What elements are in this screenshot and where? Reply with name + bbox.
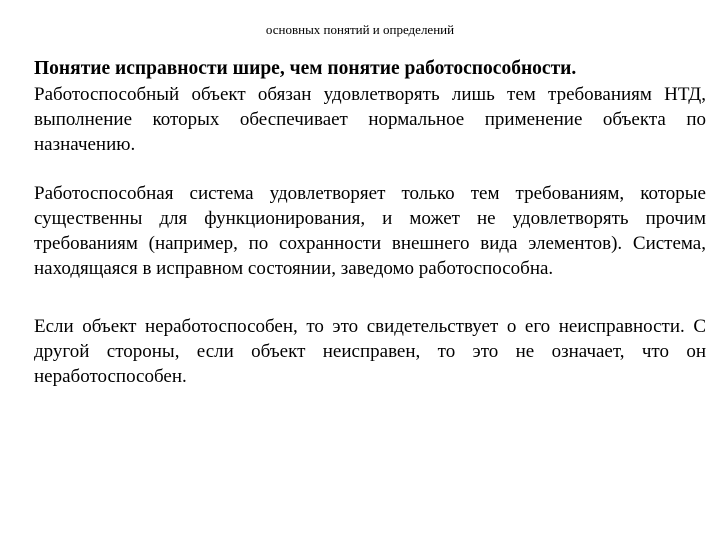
slide-content xyxy=(34,56,706,389)
slide-heading: Понятие исправности шире, чем понятие работоспособности. xyxy=(34,58,577,79)
paragraph-inoperable-object: Если объект неработоспособен, то это свидетельствует о его неисправности. С другой стороны, если объект неисправен, то это не означает, что он неработоспособен. xyxy=(34,316,706,387)
slide-subtitle: основных понятий и определений xyxy=(265,22,455,37)
paragraph-operable-object: Работоспособный объект обязан удовлетворять лишь тем требованиям НТД, выполнение которых обеспечивает нормальное применение объекта по назначению. xyxy=(34,84,706,155)
paragraph-operable-system: Работоспособная система удовлетворяет только тем требованиям, которые существенны для функционирования, и может не удовлетворять прочим требованиям (например, по сохранности внешнего вида элементов). Система, находящаяся в исправном состоянии, заведомо работоспособна. xyxy=(34,183,706,279)
